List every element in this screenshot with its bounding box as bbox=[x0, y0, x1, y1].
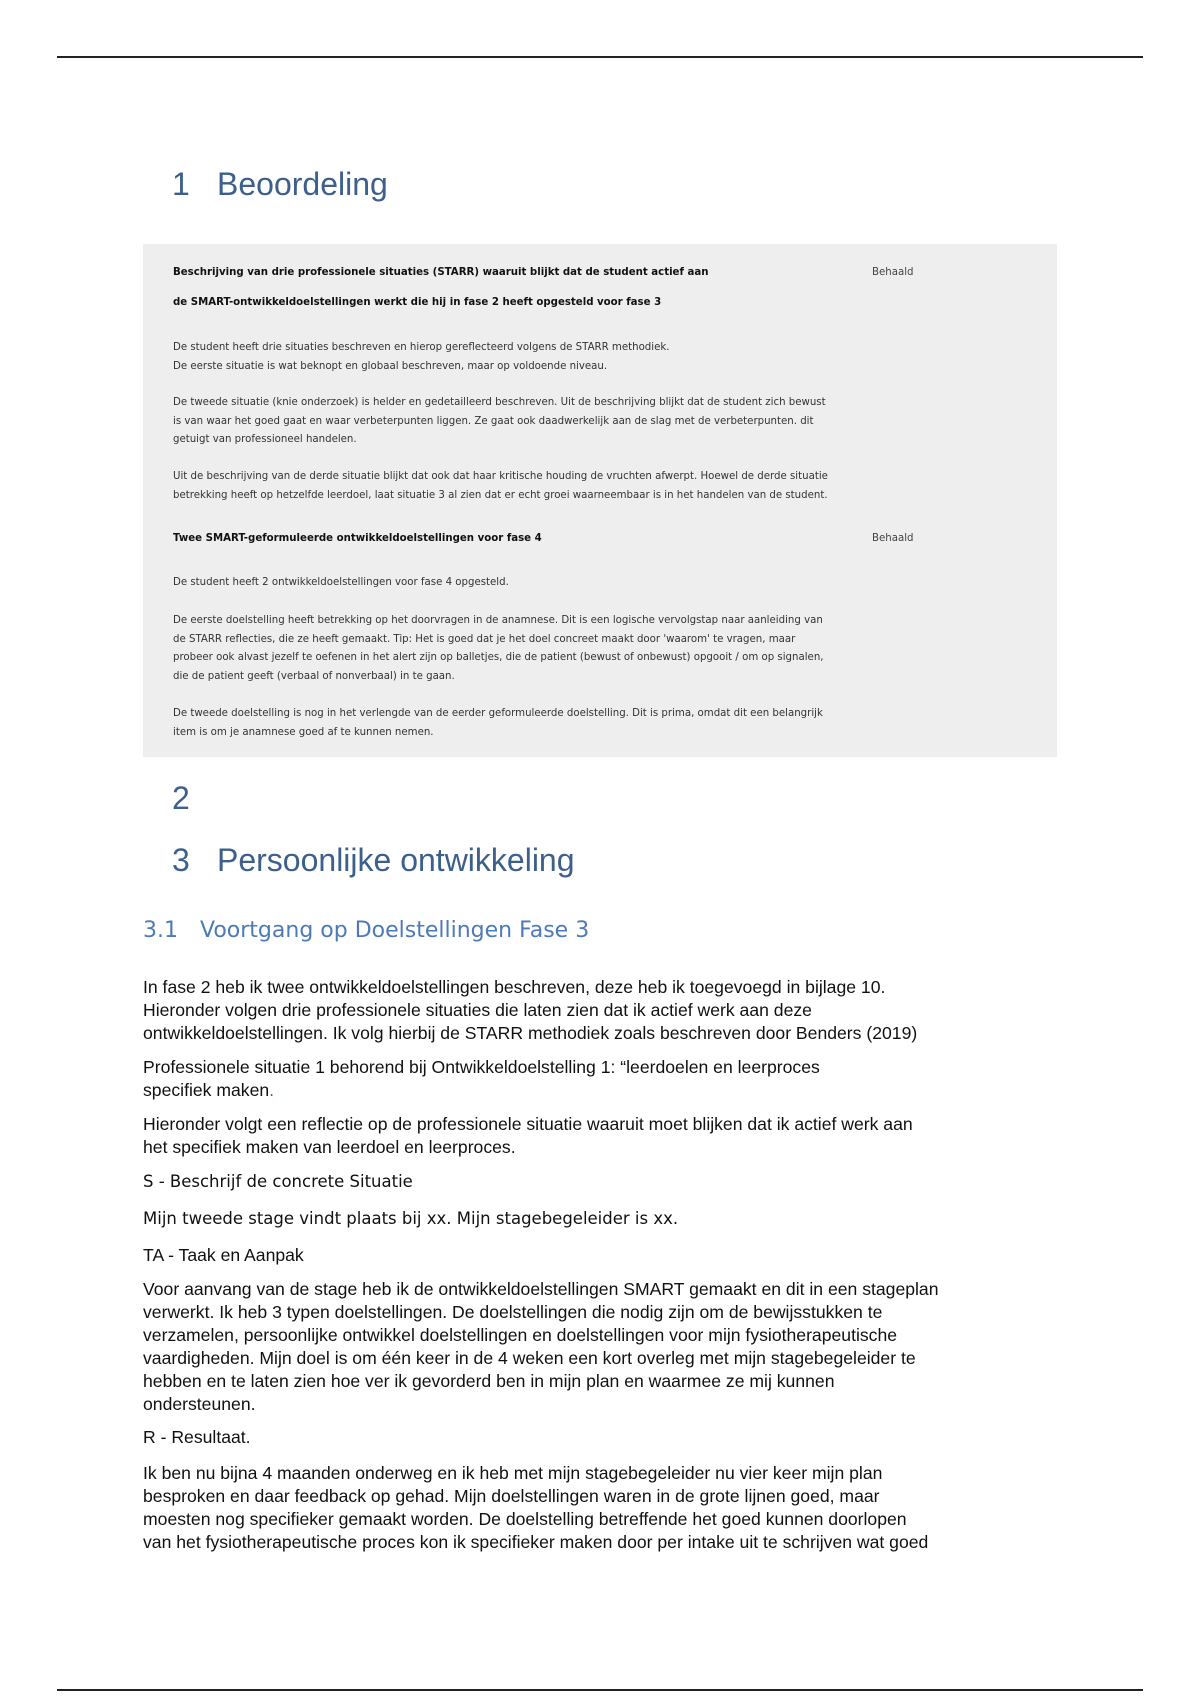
text-line: Hieronder volgt een reflectie op de professionele situatie waaruit moet blijken dat ik actief werk aan bbox=[143, 1114, 913, 1134]
text-line: Ik ben nu bijna 4 maanden onderweg en ik heb met mijn stagebegeleider nu vier keer mijn plan bbox=[143, 1463, 883, 1483]
text-line: ondersteunen. bbox=[143, 1394, 256, 1414]
text-line: Voor aanvang van de stage heb ik de ontwikkeldoelstellingen SMART gemaakt en dit in een stageplan bbox=[143, 1279, 939, 1299]
text-line: De tweede situatie (knie onderzoek) is helder en gedetailleerd beschreven. Uit de beschrijving blijkt dat de student zich bewust bbox=[173, 397, 826, 408]
heading-2 bbox=[172, 780, 217, 817]
text-line: De tweede doelstelling is nog in het verlengde van de eerder geformuleerde doelstelling. Dit is prima, omdat dit een belangrijk bbox=[173, 708, 823, 719]
situation-title bbox=[143, 1056, 1063, 1102]
heading-persoonlijke-ontwikkeling bbox=[172, 842, 575, 879]
s-heading: S - Beschrijf de concrete Situatie bbox=[143, 1172, 413, 1191]
text-line: getuigt van professioneel handelen. bbox=[173, 434, 357, 445]
text-line: Professionele situatie 1 behorend bij Ontwikkeldoelstelling 1: “leerdoelen en leerproces bbox=[143, 1057, 820, 1077]
intro-paragraph bbox=[143, 976, 1063, 1045]
text-line: het specifiek maken van leerdoel en leerproces. bbox=[143, 1137, 516, 1157]
criterion-1-paragraph-2 bbox=[173, 394, 1023, 450]
text-line: De eerste doelstelling heeft betrekking op het doorvragen in de anamnese. Dit is een logische vervolgstap naar aanleiding van bbox=[173, 615, 823, 626]
subheading-number: 3.1 bbox=[143, 918, 178, 943]
subheading-voortgang bbox=[143, 918, 589, 943]
ta-paragraph bbox=[143, 1278, 1063, 1416]
text-line: verwerkt. Ik heb 3 typen doelstellingen. De doelstellingen die nodig zijn om de bewijsstukken te bbox=[143, 1302, 883, 1322]
text-line: probeer ook alvast jezelf te oefenen in het alert zijn op balletjes, die de patient (bewust of onbewust) opgooit / om op signalen, bbox=[173, 652, 824, 663]
text-line: die de patient geeft (verbaal of nonverbaal) in te gaan. bbox=[173, 670, 455, 682]
text-line: hebben en te laten zien hoe ver ik gevorderd ben in mijn plan en waarmee ze mij kunnen bbox=[143, 1371, 835, 1391]
heading-title: Persoonlijke ontwikkeling bbox=[217, 842, 575, 878]
text-line: ontwikkeldoelstellingen. Ik volg hierbij de STARR methodiek zoals beschreven door Benders (2019) bbox=[143, 1023, 918, 1043]
heading-number: 1 bbox=[172, 166, 190, 202]
criterion-2-paragraph-2 bbox=[173, 612, 1023, 686]
ta-heading: TA - Taak en Aanpak bbox=[143, 1245, 304, 1265]
footer-rule bbox=[57, 1689, 1143, 1691]
heading-beoordeling bbox=[172, 166, 388, 203]
text-line: de STARR reflecties, die ze heeft gemaakt. Tip: Het is goed dat je het doel concreet maakt door 'waarom' te vragen, maar bbox=[173, 633, 796, 645]
text-line: specifiek maken bbox=[143, 1080, 270, 1100]
criterion-2-paragraph-1: De student heeft 2 ontwikkeldoelstellingen voor fase 4 opgesteld. bbox=[173, 577, 509, 588]
criterion-1-paragraph-1 bbox=[173, 339, 1023, 376]
reflection-paragraph bbox=[143, 1113, 1063, 1159]
text-line: De eerste situatie is wat beknopt en globaal beschreven, maar op voldoende niveau. bbox=[173, 360, 608, 372]
text-line: van het fysiotherapeutische proces kon ik specifieker maken door per intake uit te schrijven wat goed bbox=[143, 1532, 929, 1552]
criterion-2-paragraph-3 bbox=[173, 705, 1023, 742]
criterion-1-paragraph-3 bbox=[173, 468, 1023, 505]
text-line: Uit de beschrijving van de derde situatie blijkt dat ook dat haar kritische houding de vruchten afwerpt. Hoewel de derde situatie bbox=[173, 471, 828, 482]
heading-title: Beoordeling bbox=[217, 166, 388, 202]
text-line: moesten nog specifieker gemaakt worden. De doelstelling betreffende het goed kunnen doorlopen bbox=[143, 1509, 907, 1529]
heading-number: 3 bbox=[172, 842, 190, 878]
text-line: De student heeft drie situaties beschreven en hierop gereflecteerd volgens de STARR methodiek. bbox=[173, 342, 670, 353]
criterion-1-status: Behaald bbox=[872, 267, 914, 278]
s-text: Mijn tweede stage vindt plaats bij xx. Mijn stagebegeleider is xx. bbox=[143, 1209, 679, 1228]
r-heading: R - Resultaat. bbox=[143, 1427, 251, 1447]
text-line: besproken en daar feedback op gehad. Mijn doelstellingen waren in de grote lijnen goed, maar bbox=[143, 1486, 880, 1506]
r-paragraph bbox=[143, 1462, 1063, 1554]
subheading-title: Voortgang op Doelstellingen Fase 3 bbox=[200, 918, 590, 943]
criterion-2-title: Twee SMART-geformuleerde ontwikkeldoelstellingen voor fase 4 bbox=[173, 533, 542, 544]
text-line: Hieronder volgen drie professionele situaties die laten zien dat ik actief werk aan deze bbox=[143, 1000, 812, 1020]
criterion-1-title-line-2: de SMART-ontwikkeldoelstellingen werkt die hij in fase 2 heeft opgesteld voor fase 3 bbox=[173, 297, 662, 308]
text-line: item is om je anamnese goed af te kunnen nemen. bbox=[173, 726, 434, 738]
assessment-box bbox=[143, 244, 1057, 757]
criterion-2-status: Behaald bbox=[872, 533, 914, 544]
text-line: In fase 2 heb ik twee ontwikkeldoelstellingen beschreven, deze heb ik toegevoegd in bijlage 10. bbox=[143, 977, 886, 997]
text-line: betrekking heeft op hetzelfde leerdoel, laat situatie 3 al zien dat er echt groei waarneembaar is in het handelen van de student. bbox=[173, 489, 828, 501]
text-line: is van waar het goed gaat en waar verbeterpunten liggen. Ze gaat ook daadwerkelijk aan de slag met de verbeterpunten. dit bbox=[173, 415, 814, 427]
header-rule bbox=[57, 56, 1143, 58]
heading-number: 2 bbox=[172, 780, 190, 816]
red-period: . bbox=[269, 1080, 275, 1100]
criterion-1-title-line-1: Beschrijving van drie professionele situaties (STARR) waaruit blijkt dat de student actief aan bbox=[173, 267, 709, 278]
text-line: verzamelen, persoonlijke ontwikkel doelstellingen en doelstellingen voor mijn fysiotherapeutische bbox=[143, 1325, 898, 1345]
text-line: vaardigheden. Mijn doel is om één keer in de 4 weken een kort overleg met mijn stagebegeleider te bbox=[143, 1348, 916, 1368]
